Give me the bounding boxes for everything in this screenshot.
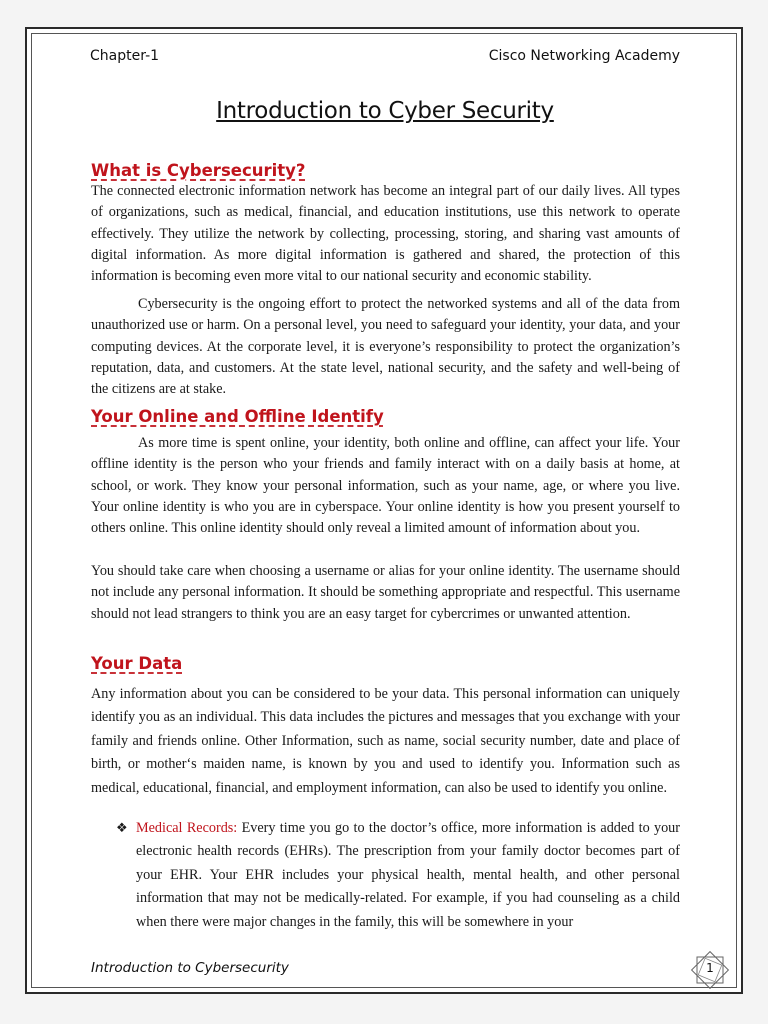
page-title: Introduction to Cyber Security — [216, 98, 554, 124]
section-heading-identity: Your Online and Offline Identify — [91, 407, 384, 426]
bullet-body — [136, 817, 680, 934]
section-paragraph: The connected electronic information network has become an integral part of our daily lives. All types of organizations, such as medical, financial, and education institutions, use this network to operate effectively. They utilize the network by collecting, processing, storing, and sharing vast amounts of digital information. As more digital information is gathered and shared, the protection of this information is becoming even more vital to our national security and economic stability. — [91, 183, 680, 285]
section-heading-cybersecurity: What is Cybersecurity? — [91, 161, 306, 180]
bullet-item-medical-records — [116, 817, 680, 934]
diamond-bullet-icon: ❖ — [116, 821, 128, 836]
bullet-text: Every time you go to the doctor’s office, more information is added to your electronic health records (EHRs). The prescription from your family doctor becomes part of your EHR. Your EHR includes your physical health, mental health, and other personal information that may not be medically-related. For example, if you had counseling as a child when there were major changes in the family, this will be somewhere in your — [136, 820, 681, 930]
page-number-badge — [688, 948, 732, 992]
chapter-label: Chapter-1 — [90, 48, 160, 64]
section-paragraph: Cybersecurity is the ongoing effort to protect the networked systems and all of the data from unauthorized use or harm. On a personal level, you need to safeguard your identity, your data, and your computing devices. At the corporate level, it is everyone’s responsibility to protect the organization’s reputation, data, and customers. At the state level, national security, and the safety and well-being of the citizens are at stake. — [91, 296, 680, 398]
section-heading-your-data: Your Data — [91, 654, 183, 673]
bullet-term: Medical Records: — [136, 820, 238, 836]
footer-title: Introduction to Cybersecurity — [91, 960, 289, 976]
page-number: 1 — [706, 961, 714, 975]
academy-label: Cisco Networking Academy — [488, 48, 680, 64]
section-paragraph: As more time is spent online, your identity, both online and offline, can affect your life. Your offline identity is the person who your friends and family interact with on a daily basis at home, at school, or work. They know your personal information, such as your name, age, or where you live. Your online identity is who you are in cyberspace. Your online identity is how you present yourself to others online. This online identity should only reveal a limited amount of information about you. — [91, 435, 680, 537]
section-paragraph: You should take care when choosing a username or alias for your online identity. The username should not include any personal information. It should be something appropriate and respectful. This username should not lead strangers to think you are an easy target for cybercrimes or unwanted attention. — [91, 563, 680, 622]
section-paragraph: Any information about you can be considered to be your data. This personal information can uniquely identify you as an individual. This data includes the pictures and messages that you exchange with your family and friends online. Other Information, such as name, social security number, date and place of birth, or mother‘s maiden name, is known by you and used to identify you. Information such as medical, educational, financial, and employment information, can also be used to identify you online. — [91, 686, 680, 796]
